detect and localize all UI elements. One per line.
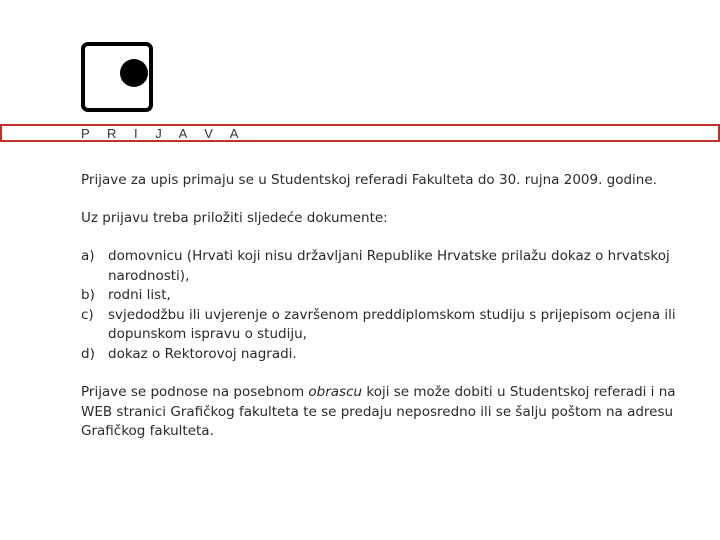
document-body [81, 171, 681, 442]
documents-list [81, 247, 681, 364]
closing-text-end: koji se može dobiti u Studentskoj referadi i na WEB stranici Grafičkog fakulteta te se predaju neposredno ili se šalju poštom na adresu Grafičkog fakulteta. [81, 384, 676, 439]
list-marker: b) [81, 287, 95, 303]
list-marker: d) [81, 345, 95, 362]
page-title: P R I J A V A [81, 126, 246, 141]
closing-text-start: Prijave se podnose na posebnom [81, 384, 309, 400]
list-marker: c) [81, 306, 94, 323]
intro-paragraph: Prijave za upis primaju se u Studentskoj referadi Fakulteta do 30. rujna 2009. godine. [81, 172, 657, 188]
list-item [81, 306, 681, 345]
documents-heading: Uz prijavu treba priložiti sljedeće dokumente: [81, 209, 388, 226]
list-item-text: rodni list, [108, 287, 171, 303]
closing-emphasis: obrascu [308, 384, 363, 400]
list-item [81, 286, 681, 306]
list-item-text: dokaz o Rektorovoj nagradi. [108, 345, 297, 362]
logo-dot [120, 59, 148, 87]
list-item [81, 345, 681, 365]
list-item-text: svjedodžbu ili uvjerenje o završenom preddiplomskom studiju s prijepisom ocjena ili dopunskom ispravu o studiju, [108, 306, 676, 342]
list-item-text: domovnicu (Hrvati koji nisu državljani Republike Hrvatske prilažu dokaz o hrvatskoj narodnosti), [108, 248, 670, 284]
closing-paragraph [81, 383, 681, 442]
list-item [81, 247, 681, 286]
list-marker: a) [81, 248, 95, 264]
logo-icon [81, 42, 153, 112]
